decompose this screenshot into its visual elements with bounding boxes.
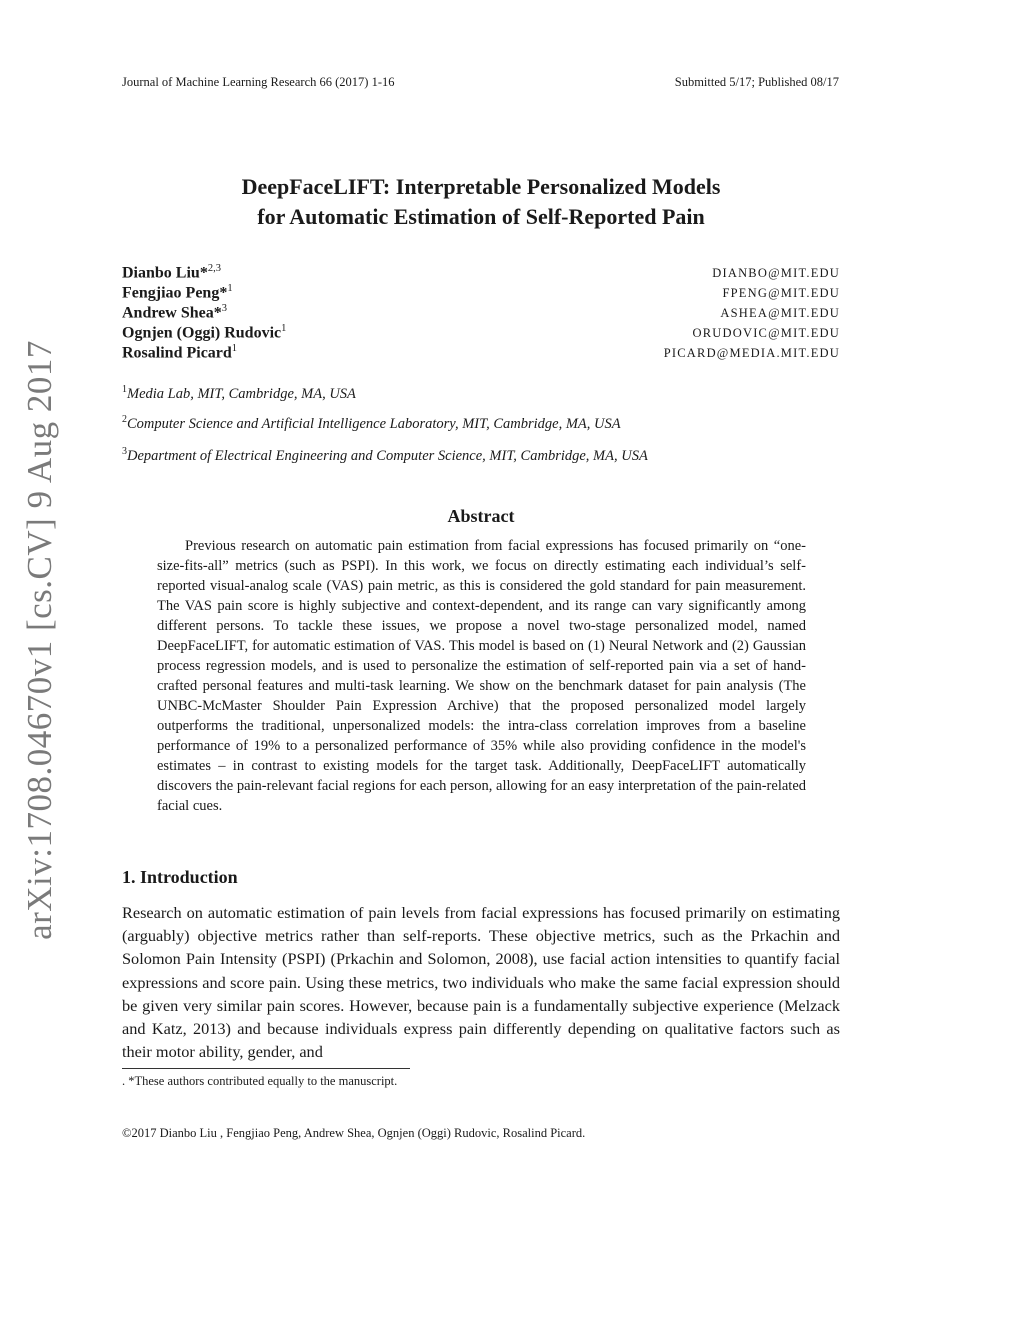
author-email: DIANBO@MIT.EDU (712, 266, 840, 281)
arxiv-identifier: arXiv:1708.04670v1 [cs.CV] 9 Aug 2017 (20, 340, 59, 940)
submission-dates: Submitted 5/17; Published 08/17 (674, 75, 839, 89)
author-name: Rosalind Picard$^1$ (122, 343, 238, 362)
affiliation: $^3$Department of Electrical Engineering and Computer Science, MIT, Cambridge, MA, USA (122, 446, 648, 464)
journal-header: Journal of Machine Learning Research 66 (2017) 1-16 (122, 75, 395, 89)
author-list (122, 263, 840, 363)
affiliation: $^2$Computer Science and Artificial Intelligence Laboratory, MIT, Cambridge, MA, USA (122, 414, 621, 432)
author-name: Ognjen (Oggi) Rudovic$^1$ (122, 323, 287, 342)
author-name: Andrew Shea*$^3$ (122, 303, 227, 322)
author-name: Fengjiao Peng*$^1$ (122, 283, 233, 302)
author-email: ASHEA@MIT.EDU (720, 306, 840, 321)
affiliation: $^1$Media Lab, MIT, Cambridge, MA, USA (122, 384, 356, 402)
author-email: PICARD@MEDIA.MIT.EDU (663, 346, 840, 361)
footnote: . *These authors contributed equally to the manuscript. (122, 1074, 398, 1088)
paper-title (122, 172, 840, 232)
title-line-1: DeepFaceLIFT: Interpretable Personalized Models (241, 174, 721, 199)
author-email: FPENG@MIT.EDU (722, 286, 840, 301)
introduction-text: Research on automatic estimation of pain levels from facial expressions has focused primarily on estimating (arguably) objective metrics rather than self-reports. These objective metrics, such as the Prkachin and Solomon Pain Intensity (PSPI) (Prkachin and Solomon, 2008), use facial action intensities to quantify facial expressions and score pain. Using these metrics, two individuals who make the same facial expression should be given very similar pain scores. However, because pain is a fundamentally subjective experience (Melzack and Katz, 2013) and because individuals express pain differently depending on qualitative factors such as their motor ability, gender, and (122, 903, 840, 1062)
abstract-heading: Abstract (447, 506, 515, 526)
author-row (122, 323, 840, 343)
author-row (122, 283, 840, 303)
author-row (122, 343, 840, 363)
author-row (122, 303, 840, 323)
author-email: ORUDOVIC@MIT.EDU (692, 326, 840, 341)
abstract-text: Previous research on automatic pain estimation from facial expressions has focused primarily on “one-size-fits-all” metrics (such as PSPI). In this work, we focus on directly estimating each individual’s self-reported visual-analog scale (VAS) pain metric, as this is considered the gold standard for pain measurement. The VAS pain score is highly subjective and context-dependent, and its range can vary significantly among different persons. To tackle these issues, we propose a novel two-stage personalized model, named DeepFaceLIFT, for automatic estimation of VAS. This model is based on (1) Neural Network and (2) Gaussian process regression models, and is used to personalize the estimation of self-reported pain via a set of hand-crafted personal features and multi-task learning. We show on the benchmark dataset for pain analysis (The UNBC-McMaster Shoulder Pain Expression Archive) that the proposed personalized model largely outperforms the traditional, unpersonalized models: the intra-class correlation improves from a baseline performance of 19% to a personalized performance of 35% while also providing confidence in the model's estimates – in contrast to existing models for the target task. Additionally, DeepFaceLIFT automatically discovers the pain-relevant facial regions for each person, allowing for an easy interpretation of the pain-related facial cues. (157, 538, 806, 814)
section-heading-introduction: 1. Introduction (122, 867, 238, 887)
title-line-2: for Automatic Estimation of Self-Reported Pain (257, 204, 705, 229)
author-row (122, 263, 840, 283)
copyright-notice: ©2017 Dianbo Liu , Fengjiao Peng, Andrew Shea, Ognjen (Oggi) Rudovic, Rosalind Picard. (122, 1126, 586, 1140)
footnote-divider (122, 1068, 410, 1069)
author-name: Dianbo Liu*$^{2,3}$ (122, 263, 221, 282)
